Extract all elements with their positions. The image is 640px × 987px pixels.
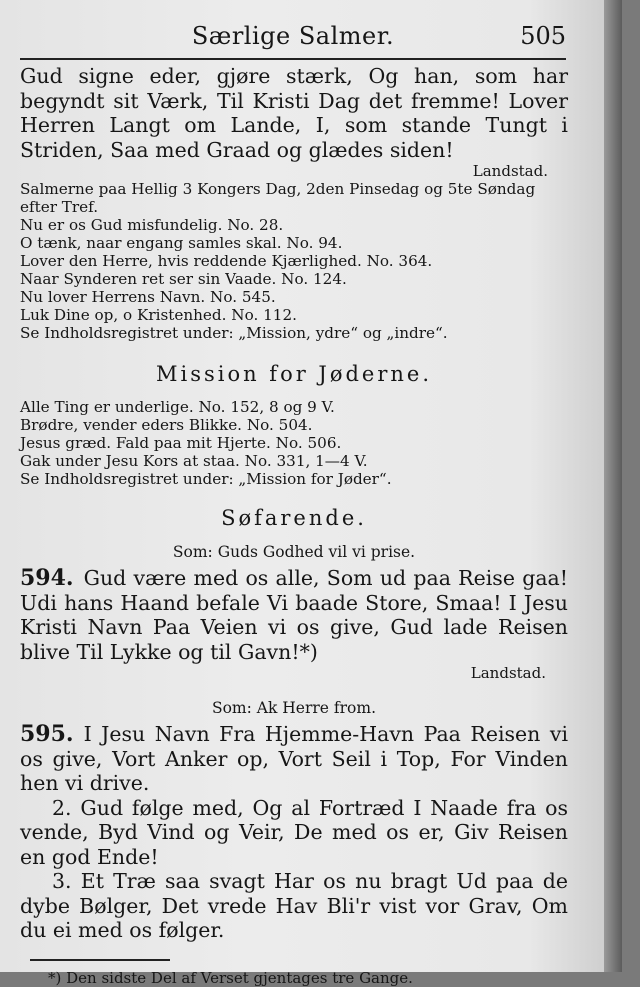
ref-line: O tænk, naar engang samles skal. No. 94.: [20, 234, 343, 252]
hymn-594-text: Gud være med os alle, Som ud paa Reise gaa! Udi hans Haand befale Vi baade Store, Smaa! I Jesu Kristi Navn Paa Veien vi os give, Gud lade Reisen blive Til Lykke og til Gavn!*): [20, 566, 568, 664]
ref-line: Nu lover Herrens Navn. No. 545.: [20, 288, 276, 306]
ref-line: Naar Synderen ret ser sin Vaade. No. 124.: [20, 270, 347, 288]
footnote-rule: [30, 959, 170, 961]
opening-stanza: Gud signe eder, gjøre stærk, Og han, som har begyndt sit Værk, Til Kristi Dag det fremme! Lover Herren Langt om Lande, I, som stande Tungt i Striden, Saa med Graad og glædes siden!: [20, 64, 568, 162]
page-header: [20, 22, 566, 60]
ref-line: Nu er os Gud misfundelig. No. 28.: [20, 216, 284, 234]
jews-see-also: Se Indholdsregistret under: „Mission for Jøder“.: [20, 470, 392, 488]
refs-see-also: Se Indholdsregistret under: „Mission, ydre“ og „indre“.: [20, 324, 448, 342]
ref-line: Jesus græd. Fald paa mit Hjerte. No. 506.: [20, 434, 342, 452]
hymn-595-verse-2: 2. Gud følge med, Og al Fortræd I Naade fra os vende, Byd Vind og Veir, De med os er, Giv Reisen en god Ende!: [20, 795, 568, 869]
hymn-594-signature: Landstad.: [470, 664, 546, 682]
refs-intro: Salmerne paa Hellig 3 Kongers Dag, 2den Pinsedag og 5te Søndag efter Tref.: [20, 180, 536, 216]
section-title-jews: Mission for Jøderne.: [155, 362, 433, 386]
ref-line: Alle Ting er underlige. No. 152, 8 og 9 V.: [20, 398, 335, 416]
hymn-595-number: 595.: [20, 721, 74, 747]
hymn-595-verse-1: [20, 722, 568, 796]
page-number: 505: [520, 22, 566, 50]
opening-signature: Landstad.: [472, 162, 548, 180]
page-content: [20, 64, 568, 987]
hymn-594-number: 594.: [20, 565, 74, 591]
ref-line: Luk Dine op, o Kristenhed. No. 112.: [20, 306, 297, 324]
page-edge-shadow: [604, 0, 622, 972]
ref-line: Brødre, vender eders Blikke. No. 504.: [20, 416, 313, 434]
section-title-sea: Søfarende.: [221, 506, 367, 530]
footnote: *) Den sidste Del af Verset gjentages tre Gange.: [48, 968, 413, 987]
hymn-595-verse-3: 3. Et Træ saa svagt Har os nu bragt Ud paa de dybe Bølger, Det vrede Hav Bli'r vist vor Grav, Om du ei med os følger.: [20, 869, 568, 942]
hymn-594-tune: Som: Guds Godhed vil vi prise.: [172, 543, 416, 561]
running-head: Særlige Salmer.: [191, 22, 395, 50]
ref-line: Lover den Herre, hvis reddende Kjærlighed. No. 364.: [20, 252, 433, 270]
hymn-595-tune: Som: Ak Herre from.: [211, 699, 377, 717]
hymn-595-text: I Jesu Navn Fra Hjemme-Havn Paa Reisen vi os give, Vort Anker op, Vort Seil i Top, For Vinden hen vi drive.: [20, 722, 568, 795]
hymn-594: [20, 566, 568, 664]
ref-line: Gak under Jesu Kors at staa. No. 331, 1—4 V.: [20, 452, 368, 470]
